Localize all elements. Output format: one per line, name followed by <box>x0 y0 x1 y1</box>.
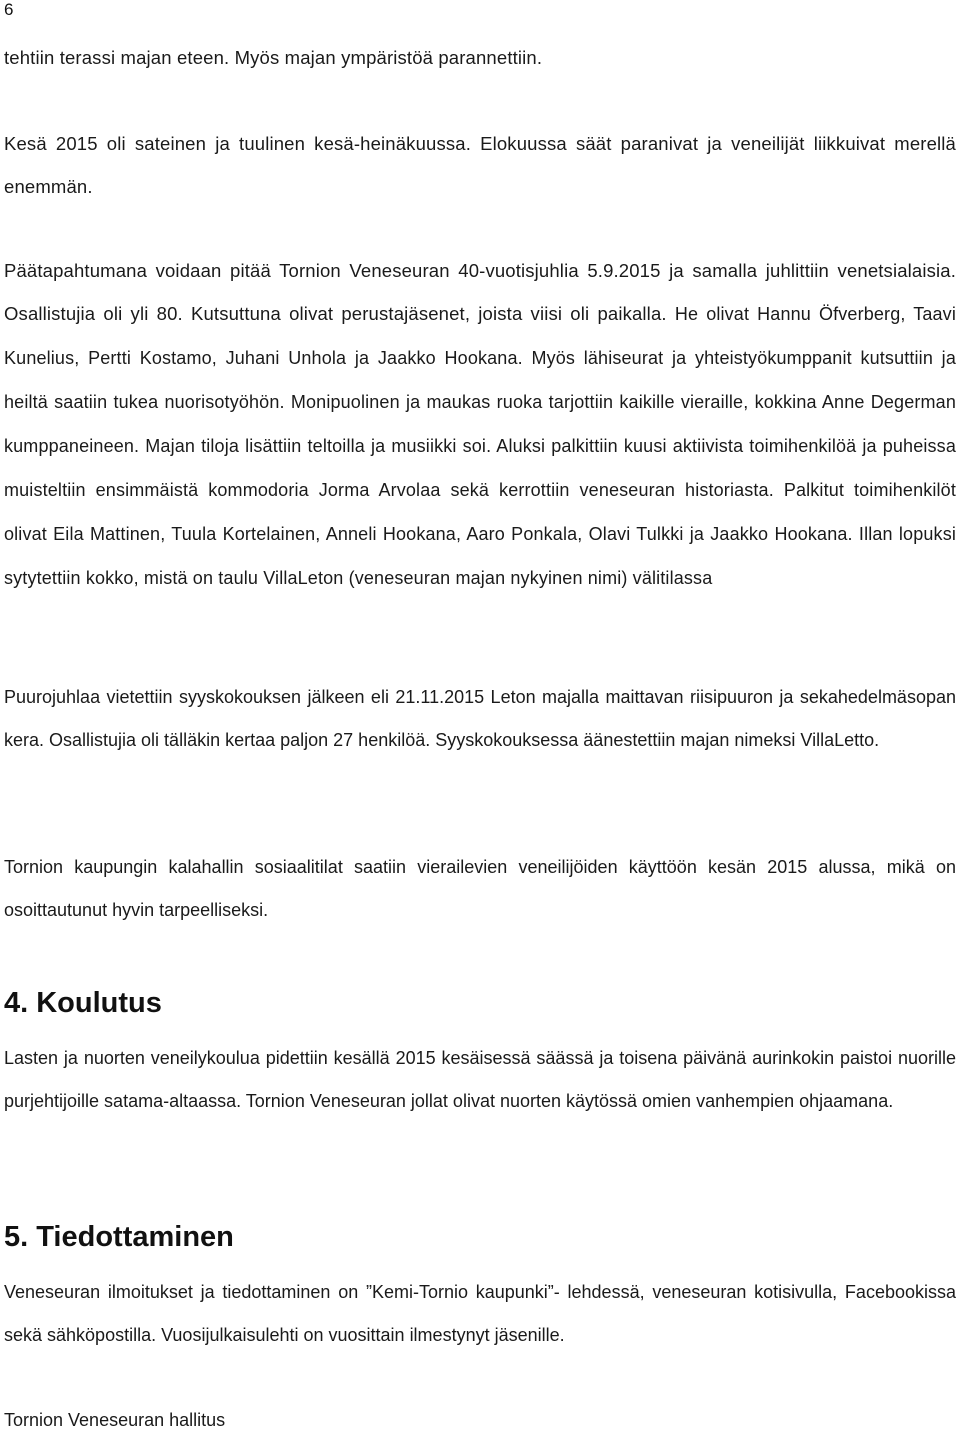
paragraph-anniversary <box>4 249 956 600</box>
page-number: 6 <box>4 0 14 19</box>
section-heading-communication: 5. Tiedottaminen <box>4 1221 234 1253</box>
paragraph-summer-weather: Kesä 2015 oli sateinen ja tuulinen kesä-heinäkuussa. Elokuussa säät paranivat ja veneilijät liikkuivat merellä enemmän. <box>4 133 956 197</box>
signature: Tornion Veneseuran hallitus <box>4 1410 226 1430</box>
paragraph-porridge-party: Puurojuhlaa vietettiin syyskokouksen jälkeen eli 21.11.2015 Leton majalla maittavan riisipuuron ja sekahedelmäsopan kera. Osallistujia oli tälläkin kertaa paljon 27 henkilöä. Syyskokouksessa äänestettiin majan nimeksi VillaLetto. <box>4 687 956 750</box>
paragraph-fish-hall: Tornion kaupungin kalahallin sosiaalitilat saatiin vierailevien veneilijöiden käyttöön kesän 2015 alussa, mikä on osoittautunut hyvin tarpeelliseksi. <box>4 857 956 920</box>
paragraph-terrace: tehtiin terassi majan eteen. Myös majan ympäristöä parannettiin. <box>4 47 543 68</box>
anniversary-intro-text: Päätapahtumana voidaan pitää Tornion Veneseuran 40-vuotisjuhlia 5.9.2015 ja samalla juhlittiin venetsialaisia. Osallistujia oli yli 80. Kutsuttuna olivat perustajäsenet, joista viisi oli paikalla. <box>4 260 956 324</box>
section-text-training: Lasten ja nuorten veneilykoulua pidettiin kesällä 2015 kesäisessä säässä ja toisena päivänä aurinkokin paistoi nuorille purjehtijoille satama-altaassa. Tornion Veneseuran jollat olivat nuorten käytössä omien vanhempien ohjaamana. <box>4 1048 956 1111</box>
anniversary-details-text: He olivat Hannu Öfverberg, Taavi Kunelius, Pertti Kostamo, Juhani Unhola ja Jaakko Hookana. Myös lähiseurat ja yhteistyökumppanit kutsuttiin ja heiltä saatiin tukea nuorisotyöhön. Monipuolinen ja maukas ruoka tarjottiin kaikille vieraille, kokkina Anne Degerman kumppaneineen. Majan tiloja lisättiin teltoilla ja musiikki soi. Aluksi palkittiin kuusi aktiivista toimihenkilöä ja puheissa muisteltiin ensimmäistä kommodoria Jorma Arvolaa sekä kerrottiin veneseuran historiasta. Palkitut toimihenkilöt olivat Eila Mattinen, Tuula Kortelainen, Anneli Hookana, Aaro Ponkala, Olavi Tulkki ja Jaakko Hookana. Illan lopuksi sytytettiin kokko, mistä on taulu VillaLeton (veneseuran majan nykyinen nimi) välitilassa <box>4 304 956 588</box>
section-heading-training: 4. Koulutus <box>4 987 162 1019</box>
section-text-communication: Veneseuran ilmoitukset ja tiedottaminen on ”Kemi-Tornio kaupunki”- lehdessä, veneseuran kotisivulla, Facebookissa sekä sähköpostilla. Vuosijulkaisulehti on vuosittain ilmestynyt jäsenille. <box>4 1282 956 1345</box>
